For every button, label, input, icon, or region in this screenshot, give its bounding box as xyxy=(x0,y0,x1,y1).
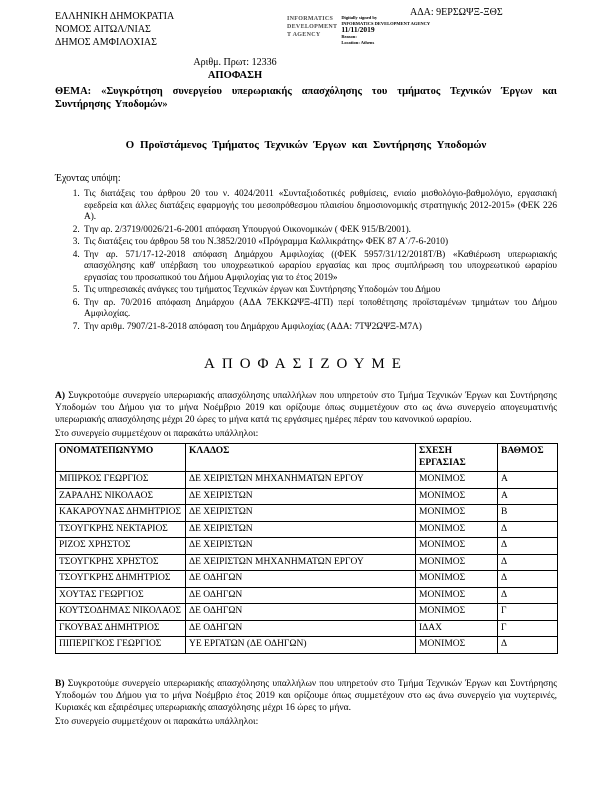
table-row xyxy=(56,505,558,522)
table-header-row xyxy=(56,444,558,472)
section-a-roster-intro: Στο συνεργείο συμμετέχουν οι παρακάτω υπάλληλοι: xyxy=(55,429,259,439)
table-row xyxy=(56,538,558,555)
cell-fullname: ΤΣΟΥΓΚΡΗΣ ΝΕΚΤΑΡΙΟΣ xyxy=(56,521,186,538)
authority-line-prefecture: ΝΟΜΟΣ ΑΙΤΩΛ/ΝΙΑΣ xyxy=(55,24,151,35)
cell-fullname: ΡΙΖΟΣ ΧΡΗΣΤΟΣ xyxy=(56,538,186,555)
premise-item: 4. Την αρ. 571/17-12-2018 απόφαση Δημάρχου Αμφιλοχίας ((ΦΕΚ 5957/31/12/2018Τ/Β) «Καθιέρωση υπερωριακής απασχόλησης καθ' υπέρβαση του υποχρεωτικού ωραρίου εργασίας και προς συμπλήρωση του υποχρεωτικού ωραρίου εργασίας του προσωπικού του Δήμου Αμφιλοχίας για το έτος 2019» xyxy=(82,250,557,285)
cell-grade: Β xyxy=(498,505,558,522)
cell-employment: ΜΟΝΙΜΟΣ xyxy=(416,637,498,654)
section-b-text: Συγκροτούμε συνεργείο υπερωριακής απασχόλησης υπαλλήλων που υπηρετούν στο Τμήμα Τεχνικών Έργων και Συντήρησης Υποδομών του Δήμου για το μήνα Νοέμβριο έτος 2019 και ορίζουμε όπως συμμετέχουν στο ως άνω συνεργείο για νυχτερινές, Κυριακές και εξαιρέσιμες υπερωριακής απασχόλησης μέχρι 16 ώρες το μήνα. xyxy=(55,678,558,713)
table-row xyxy=(56,587,558,604)
cell-grade: Δ xyxy=(498,521,558,538)
stamp-agency-line: INFORMATICS xyxy=(287,16,334,22)
cell-grade: Γ xyxy=(498,604,558,621)
section-b-label: Β) xyxy=(55,678,65,689)
table-row xyxy=(56,472,558,489)
cell-fullname: ΚΟΥΤΣΟΔΗΜΑΣ ΝΙΚΟΛΑΟΣ xyxy=(56,604,186,621)
premise-item: 5. Τις υπηρεσιακές ανάγκες του τμήματος Τεχνικών έργων και Συντήρησης Υποδομών του Δήμου xyxy=(82,285,557,297)
premise-item: 3. Τις διατάξεις του άρθρου 58 του Ν.3852/2010 «Πρόγραμμα Καλλικράτης» ΦΕΚ 87 Α΄/7-6-2010) xyxy=(82,237,557,249)
cell-fullname: ΧΟΥΤΑΣ ΓΕΩΡΓΙΟΣ xyxy=(56,587,186,604)
premise-label: Έχοντας υπόψη: xyxy=(55,173,121,184)
col-header-branch: ΚΛΑΔΟΣ xyxy=(186,444,416,472)
cell-fullname: ΠΙΠΕΡΙΓΚΟΣ ΓΕΩΡΓΙΟΣ xyxy=(56,637,186,654)
cell-employment: ΜΟΝΙΜΟΣ xyxy=(416,604,498,621)
cell-fullname: ΜΠΙΡΚΟΣ ΓΕΩΡΓΙΟΣ xyxy=(56,472,186,489)
ada-number: ΑΔΑ: 9ΕΡΣΩΨΞ-ΞΘΣ xyxy=(410,7,503,18)
section-a-label: Α) xyxy=(55,391,66,401)
cell-branch: ΔΕ ΟΔΗΓΩΝ xyxy=(186,620,416,637)
table-row xyxy=(56,521,558,538)
decision-heading: ΑΠΟΦΑΣΗ xyxy=(207,70,263,81)
cell-grade: Δ xyxy=(498,587,558,604)
cell-fullname: ΖΑΡΑΛΗΣ ΝΙΚΟΛΑΟΣ xyxy=(56,488,186,505)
cell-fullname: ΓΚΟΥΒΑΣ ΔΗΜΗΤΡΙΟΣ xyxy=(56,620,186,637)
cell-employment: ΜΟΝΙΜΟΣ xyxy=(416,571,498,588)
cell-employment: ΜΟΝΙΜΟΣ xyxy=(416,554,498,571)
protocol-number: Αριθμ. Πρωτ: 12336 xyxy=(193,57,277,68)
stamp-agency-line: DEVELOPMENT xyxy=(287,24,338,30)
cell-branch: ΔΕ ΟΔΗΓΩΝ xyxy=(186,571,416,588)
cell-employment: ΜΟΝΙΜΟΣ xyxy=(416,587,498,604)
premise-item: 1. Τις διατάξεις του άρθρου 20 του ν. 4024/2011 «Συνταξιοδοτικές ρυθμίσεις, ενιαίο μισθολόγιο-βαθμολόγιο, εργασιακή εφεδρεία και άλλες διατάξεις εφαρμογής του μεσοπρόθεσμου πλαισίου δημοσιονομικής στρατηγικής 2012-2015» (ΦΕΚ 226 Α). xyxy=(82,189,557,224)
table-row xyxy=(56,620,558,637)
col-header-grade: ΒΑΘΜΟΣ xyxy=(498,444,558,472)
cell-fullname: ΤΣΟΥΓΚΡΗΣ ΔΗΜΗΤΡΙΟΣ xyxy=(56,571,186,588)
premise-item: 7. Την αριθμ. 7907/21-8-2018 απόφαση του Δημάρχου Αμφιλοχίας (ΑΔΑ: 7ΤΨ2ΩΨΞ-Μ7Λ) xyxy=(82,322,557,334)
cell-grade: Α xyxy=(498,488,558,505)
cell-branch: ΔΕ ΧΕΙΡΙΣΤΩΝ xyxy=(186,488,416,505)
stamp-location-line: Location: Athens xyxy=(341,39,375,45)
section-b-paragraph xyxy=(55,678,557,714)
subject-line: ΘΕΜΑ: «Συγκρότηση συνεργείου υπερωριακής απασχόλησης του τμήματος Τεχνικών Έργων και Συντήρησης Υποδομών» xyxy=(55,86,557,110)
cell-branch: ΔΕ ΧΕΙΡΙΣΤΩΝ xyxy=(186,538,416,555)
decide-heading: ΑΠΟΦΑΣΙΖΟΥΜΕ xyxy=(204,356,408,372)
cell-grade: Δ xyxy=(498,571,558,588)
cell-branch: ΔΕ ΧΕΙΡΙΣΤΩΝ xyxy=(186,521,416,538)
cell-grade: Α xyxy=(498,472,558,489)
cell-employment: ΜΟΝΙΜΟΣ xyxy=(416,488,498,505)
table-row xyxy=(56,488,558,505)
cell-fullname: ΤΣΟΥΓΚΡΗΣ ΧΡΗΣΤΟΣ xyxy=(56,554,186,571)
table-row xyxy=(56,571,558,588)
premise-item: 6. Την αρ. 70/2016 απόφαση Δημάρχου (ΑΔΑ 7ΕΚΚΩΨΞ-4ΓΠ) περί τοποθέτησης προϊσταμένων τμημάτων του Δήμου Αμφιλοχίας. xyxy=(82,298,557,321)
table-row xyxy=(56,604,558,621)
premise-list xyxy=(55,189,557,333)
cell-branch: ΥΕ ΕΡΓΑΤΩΝ (ΔΕ ΟΔΗΓΩΝ) xyxy=(186,637,416,654)
section-b-roster-intro: Στο συνεργείο συμμετέχουν οι παρακάτω υπάλληλοι: xyxy=(55,716,259,727)
cell-grade: Δ xyxy=(498,554,558,571)
cell-grade: Δ xyxy=(498,538,558,555)
cell-employment: ΜΟΝΙΜΟΣ xyxy=(416,521,498,538)
cell-fullname: ΚΑΚΑΡΟΥΝΑΣ ΔΗΜΗΤΡΙΟΣ xyxy=(56,505,186,522)
cell-grade: Γ xyxy=(498,620,558,637)
cell-grade: Δ xyxy=(498,637,558,654)
document-body xyxy=(55,0,557,728)
table-row xyxy=(56,554,558,571)
stamp-signed-by-line: INFORMATICS DEVELOPMENT AGENCY xyxy=(341,20,431,26)
stamp-reason-line: Reason: xyxy=(341,34,357,39)
table-body xyxy=(56,472,558,654)
cell-employment: ΜΟΝΙΜΟΣ xyxy=(416,538,498,555)
col-header-employment: ΣΧΕΣΗ ΕΡΓΑΣΙΑΣ xyxy=(416,444,498,472)
stamp-date: 11/11/2019 xyxy=(341,25,375,34)
col-header-fullname: ΟΝΟΜΑΤΕΠΩΝΥΜΟ xyxy=(56,444,186,472)
authority-line-republic: ΕΛΛΗΝΙΚΗ ΔΗΜΟΚΡΑΤΙΑ xyxy=(55,11,175,22)
cell-branch: ΔΕ ΧΕΙΡΙΣΤΩΝ xyxy=(186,505,416,522)
cell-branch: ΔΕ ΟΔΗΓΩΝ xyxy=(186,604,416,621)
premise-item: 2. Την αρ. 2/3719/0026/21-6-2001 απόφαση Υπουργού Οικονομικών ( ΦΕΚ 915/Β/2001). xyxy=(82,225,557,237)
overtime-roster-table xyxy=(55,443,558,654)
cell-branch: ΔΕ ΧΕΙΡΙΣΤΩΝ ΜΗΧΑΝΗΜΑΤΩΝ ΕΡΓΟΥ xyxy=(186,554,416,571)
table-row xyxy=(56,637,558,654)
cell-branch: ΔΕ ΟΔΗΓΩΝ xyxy=(186,587,416,604)
section-a-text: Συγκροτούμε συνεργείο υπερωριακής απασχόλησης υπαλλήλων που υπηρετούν στο Τμήμα Τεχνικών Έργων και Συντήρησης Υποδομών του Δήμου για το μήνα Νοέμβριο 2019 και ορίζουμε όπως συμμετέχουν στο ως άνω συνεργείο απογευματινής υπερωριακής απασχόλησης μέχρι 20 ώρες το μήνα κατά τις εργάσιμες ημέρες πέραν του κανονικού ωραρίου. xyxy=(55,391,558,425)
author-title: Ο Προϊστάμενος Τμήματος Τεχνικών Έργων και Συντήρησης Υποδομών xyxy=(125,139,487,151)
section-a-paragraph xyxy=(55,390,557,426)
cell-employment: ΜΟΝΙΜΟΣ xyxy=(416,472,498,489)
stamp-signed-by-line: Digitally signed by xyxy=(341,15,378,20)
cell-branch: ΔΕ ΧΕΙΡΙΣΤΩΝ ΜΗΧΑΝΗΜΑΤΩΝ ΕΡΓΟΥ xyxy=(186,472,416,489)
cell-employment: ΜΟΝΙΜΟΣ xyxy=(416,505,498,522)
stamp-agency-line: T AGENCY xyxy=(287,32,321,38)
authority-line-municipality: ΔΗΜΟΣ ΑΜΦΙΛΟΧΙΑΣ xyxy=(55,37,157,48)
cell-employment: ΙΔΑΧ xyxy=(416,620,498,637)
